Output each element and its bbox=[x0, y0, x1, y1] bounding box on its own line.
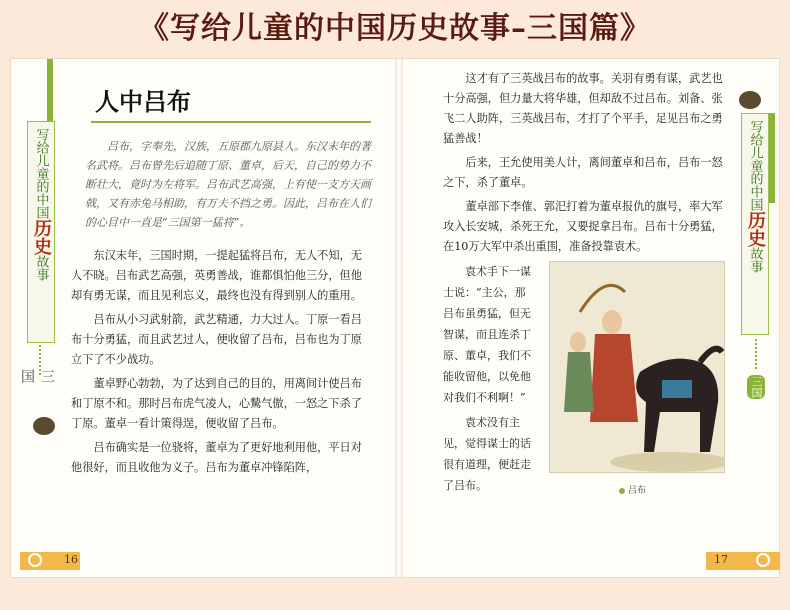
paragraph: 这才有了三英战吕布的故事。关羽有勇有谋，武艺也十分高强，但力量大将华雄，但却敌不过吕布。刘备、张飞二人助阵，三英战吕布，才打了个平手，足见吕布之勇猛善战！ bbox=[443, 72, 723, 145]
left-body bbox=[71, 246, 371, 478]
paragraph: 董卓部下李傕、郭汜打着为董卓报仇的旗号，率大军攻入长安城，杀死王允，又要捉拿吕布。吕布十分勇猛，在10万大军中杀出重围，准备投靠袁术。 bbox=[443, 200, 723, 253]
right-top-text bbox=[443, 69, 725, 257]
right-vertical-tab bbox=[741, 113, 769, 335]
tab-text-1: 写给 bbox=[33, 128, 49, 154]
page-number-right: 17 bbox=[714, 553, 728, 566]
ornament-icon bbox=[739, 91, 761, 109]
caption-bullet-icon bbox=[619, 488, 625, 494]
tab-text-6: 故事 bbox=[747, 247, 763, 273]
left-side-tab bbox=[19, 59, 57, 383]
ornament-icon bbox=[33, 417, 55, 435]
right-dotted-line bbox=[755, 339, 757, 369]
paragraph: 吕布确实是一位骁将，董卓为了更好地利用他，平日对他很好，而且收他为义子。吕布为董卓冲锋陷阵， bbox=[71, 441, 362, 474]
tab-text-3: 的 bbox=[747, 172, 763, 185]
left-page bbox=[71, 81, 371, 482]
tab-text-4: 中国 bbox=[747, 185, 763, 211]
tab-text-2: 儿童 bbox=[747, 146, 763, 172]
tab-text-1: 写给 bbox=[747, 120, 763, 146]
gutter bbox=[395, 59, 403, 577]
tab-text-5: 历史 bbox=[745, 211, 766, 247]
paragraph: 袁术手下一谋士说：“主公，那吕布虽勇猛，但无智谋，而且连杀丁原、董卓，我们不能收留他，以免他对我们不利啊！” bbox=[443, 265, 531, 404]
right-page bbox=[443, 69, 725, 531]
volume-label-left: 三国 bbox=[19, 369, 55, 383]
banner-title: 《写给儿童的中国历史故事–三国篇》 bbox=[139, 11, 651, 46]
volume-label-right: 三国 bbox=[747, 375, 765, 399]
wrap-area bbox=[443, 261, 725, 531]
chapter-intro: 吕布，字奉先，汉族，五原郡九原县人。东汉末年的著名武将。吕布曾先后追随丁原、董卓，后天，自己的势力不断壮大，竟时为左将军。吕布武艺高强，上有使一支方天画戟，又有赤兔马相助，有万夫不挡之勇。因此，吕布在人们的心目中一直是“三国第一猛将”。 bbox=[85, 140, 371, 229]
tab-text-3: 的 bbox=[33, 180, 49, 193]
paragraph: 袁术没有主见，觉得谋士的话很有道理，便赶走了吕布。 bbox=[443, 416, 531, 492]
footer-ornament-icon bbox=[28, 553, 42, 567]
illustration-caption bbox=[619, 481, 646, 501]
wrap-text bbox=[443, 261, 535, 500]
paragraph: 吕布从小习武射箭，武艺精通，力大过人。丁原一看吕布十分勇猛，而且武艺过人，便收留了吕布，吕布也为丁原立下了不少战功。 bbox=[71, 313, 362, 366]
caption-text: 吕布 bbox=[628, 486, 647, 496]
page-number-left: 16 bbox=[64, 553, 78, 566]
banner bbox=[0, 0, 790, 50]
paragraph: 后来，王允使用美人计，离间董卓和吕布，吕布一怒之下，杀了董卓。 bbox=[443, 156, 723, 189]
book-spread bbox=[10, 58, 780, 578]
footer-ornament-icon bbox=[756, 553, 770, 567]
paragraph: 董卓野心勃勃，为了达到自己的目的，用离间计使吕布和丁原不和。那时吕布虎气凌人，心騺气傲，一怒之下杀了丁原。董卓一看计策得逞，便收留了吕布。 bbox=[71, 377, 362, 430]
lu-bu-illustration bbox=[549, 261, 725, 473]
tab-text-4: 中国 bbox=[33, 193, 49, 219]
tab-text-5: 历史 bbox=[31, 219, 52, 255]
tab-text-6: 故事 bbox=[33, 255, 49, 281]
right-side-tab bbox=[737, 113, 775, 423]
left-vertical-tab bbox=[27, 121, 55, 343]
chapter-heading: 人中吕布 bbox=[95, 86, 191, 116]
illustration-svg bbox=[550, 262, 725, 473]
paragraph: 东汉末年，三国时期，一提起猛将吕布，无人不知，无人不晓。吕布武艺高强，英勇善战，谁都惧怕他三分，但他却有勇无谋，而且见利忘义，最终也没有得到别人的重用。 bbox=[71, 249, 362, 302]
tab-text-2: 儿童 bbox=[33, 154, 49, 180]
heading-rule bbox=[91, 121, 371, 123]
right-accent-bar bbox=[769, 113, 775, 203]
